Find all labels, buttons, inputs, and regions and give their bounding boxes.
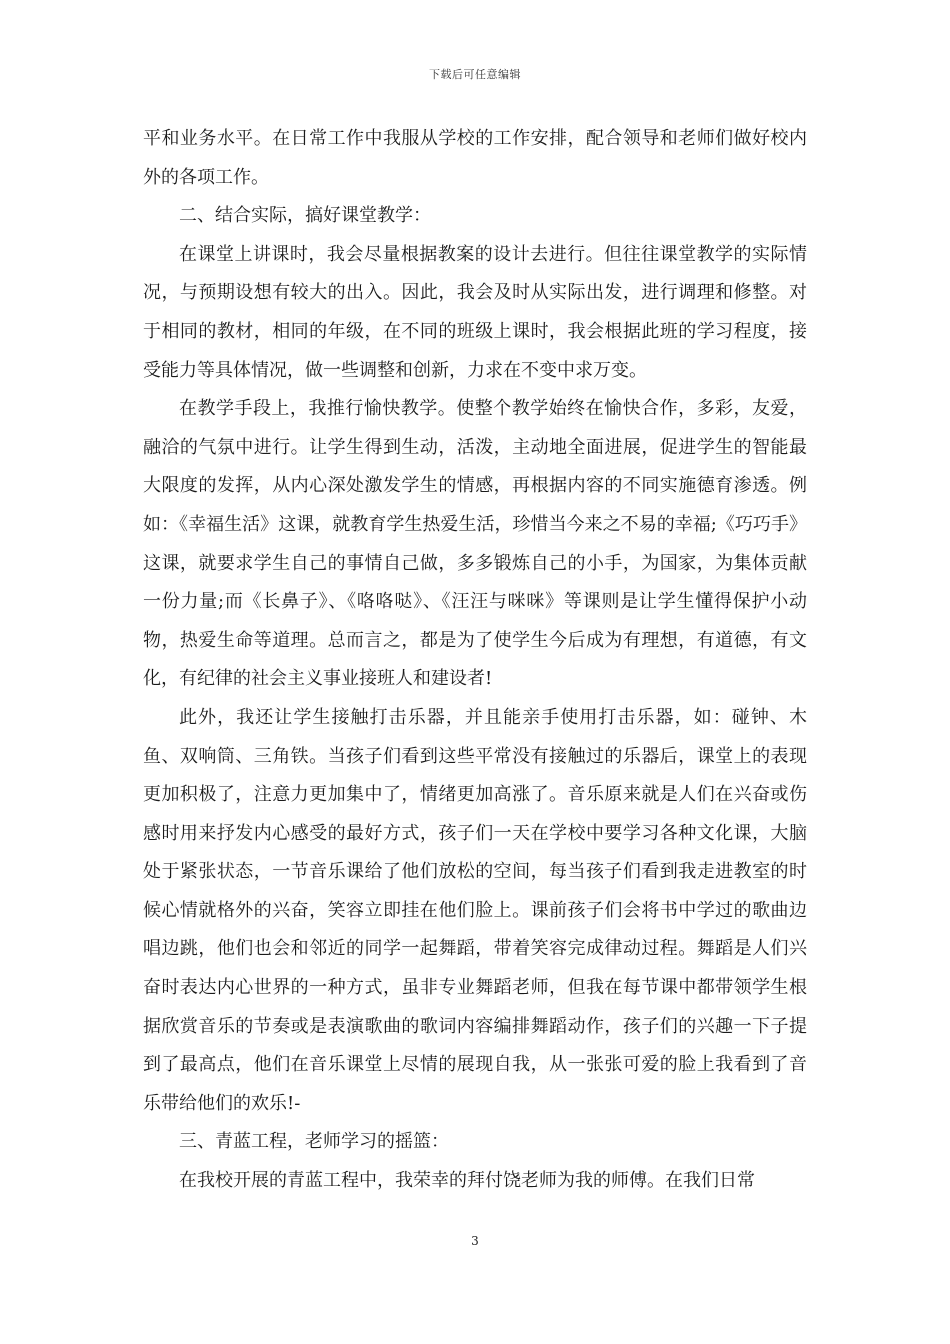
paragraph: 在我校开展的青蓝工程中，我荣幸的拜付饶老师为我的师傅。在我们日常: [179, 1170, 755, 1192]
paragraph: 平和业务水平。在日常工作中我服从学校的工作安排，配合领导和老师们做好校内外的各项工作。: [143, 128, 807, 188]
section-heading: 二、结合实际，搞好课堂教学：: [179, 205, 431, 227]
paragraph: 在课堂上讲课时，我会尽量根据教案的设计去进行。但往往课堂教学的实际情况，与预期设想有较大的出入。因此，我会及时从实际出发，进行调理和修整。对于相同的教材，相同的年级，在不同的班级上课时，我会根据此班的学习程度，接受能力等具体情况，做一些调整和创新，力求在不变中求万变。: [143, 243, 807, 381]
section-heading: 三、青蓝工程，老师学习的摇篮：: [179, 1131, 449, 1153]
paragraph: 此外，我还让学生接触打击乐器，并且能亲手使用打击乐器，如：碰钟、木鱼、双响筒、三角铁。当孩子们看到这些平常没有接触过的乐器后，课堂上的表现更加积极了，注意力更加集中了，情绪更加高涨了。音乐原来就是人们在兴奋或伤感时用来抒发内心感受的最好方式，孩子们一天在学校中要学习各种文化课，大脑处于紧张状态，一节音乐课给了他们放松的空间，每当孩子们看到我走进教室的时候心情就格外的兴奋，笑容立即挂在他们脸上。课前孩子们会将书中学过的歌曲边唱边跳，他们也会和邻近的同学一起舞蹈，带着笑容完成律动过程。舞蹈是人们兴奋时表达内心世界的一种方式，虽非专业舞蹈老师，但我在每节课中都带领学生根据欣赏音乐的节奏或是表演歌曲的歌词内容编排舞蹈动作，孩子们的兴趣一下子提到了最高点，他们在音乐课堂上尽情的展现自我，从一张张可爱的脸上我看到了音乐带给他们的欢乐!-: [143, 706, 807, 1114]
paragraph: 在教学手段上，我推行愉快教学。使整个教学始终在愉快合作，多彩，友爱，融洽的气氛中进行。让学生得到生动，活泼，主动地全面进展，促进学生的智能最大限度的发挥，从内心深处激发学生的情感，再根据内容的不同实施德育渗透。例如：《幸福生活》这课，就教育学生热爱生活，珍惜当今来之不易的幸福;《巧巧手》这课，就要求学生自己的事情自己做，多多锻炼自己的小手，为国家，为集体贡献一份力量;而《长鼻子》、《咯咯哒》、《汪汪与咪咪》等课则是让学生懂得保护小动物，热爱生命等道理。总而言之，都是为了使学生今后成为有理想，有道德，有文化，有纪律的社会主义事业接班人和建设者!: [143, 398, 807, 690]
page-number: 3: [471, 1234, 479, 1248]
page-header: 下载后可任意编辑: [429, 68, 521, 81]
document-body: [143, 120, 807, 1201]
